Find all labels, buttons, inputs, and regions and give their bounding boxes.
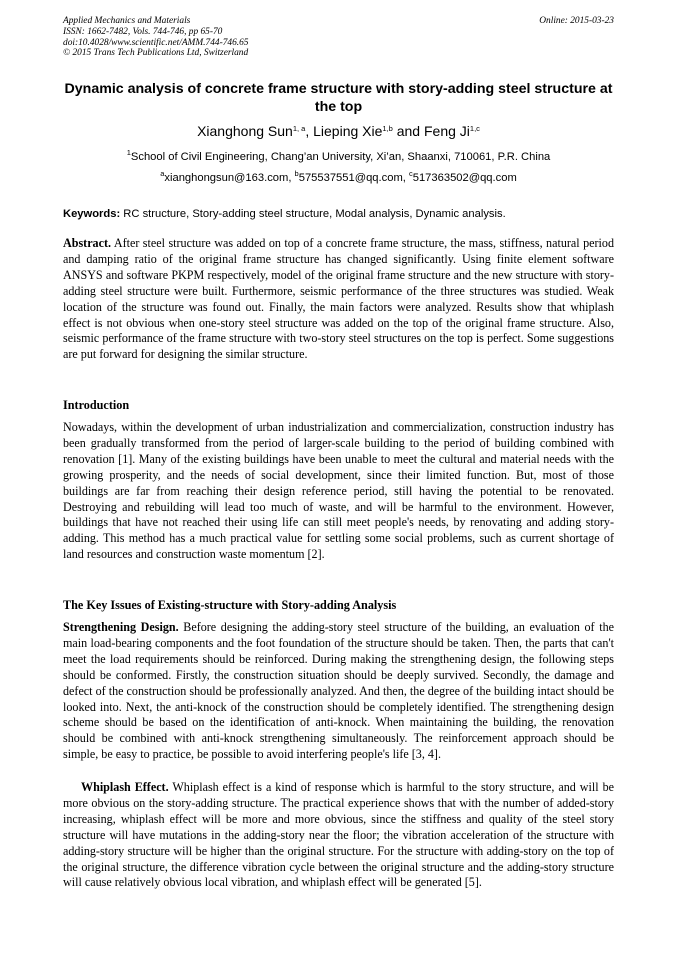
author-list: [63, 122, 614, 140]
author-separator: ,: [305, 123, 314, 139]
journal-header: [63, 16, 614, 59]
affiliation-text: School of Civil Engineering, Chang’an University, Xi’an, Shaanxi, 710061, P.R. China: [130, 151, 551, 163]
run-in-heading: Whiplash Effect.: [81, 780, 169, 794]
paper-title: Dynamic analysis of concrete frame structure with story-adding steel structure at the top: [64, 81, 613, 115]
copyright-line: © 2015 Trans Tech Publications Ltd, Switzerland: [63, 48, 249, 59]
email-address: xianghongsun@163.com,: [164, 172, 295, 184]
issn-line: ISSN: 1662-7482, Vols. 744-746, pp 65-70: [63, 26, 223, 37]
section-heading-introduction: Introduction: [63, 398, 130, 412]
affiliation-sup: 1: [126, 148, 131, 157]
affiliation: [63, 150, 614, 164]
email-sup: a: [160, 169, 165, 178]
author-name: Lieping Xie: [313, 123, 383, 139]
email-sup: b: [294, 169, 299, 178]
author-and: and: [392, 123, 424, 139]
keywords-text: RC structure, Story-adding steel structure, Modal analysis, Dynamic analysis.: [120, 208, 506, 220]
whiplash-effect-paragraph: [63, 780, 614, 891]
keywords-label: Keywords:: [63, 208, 121, 220]
section-heading-key-issues: The Key Issues of Existing-structure with Story-adding Analysis: [63, 598, 397, 612]
doi-line: doi:10.4028/www.scientific.net/AMM.744-746.65: [63, 37, 249, 48]
keywords: [63, 207, 614, 221]
email-list: [63, 171, 614, 185]
author-sup: 1,c: [469, 124, 480, 133]
paragraph-text: Before designing the adding-story steel structure of the building, an evaluation of the main load-bearing components and the foot foundation of the structure should be taken. Then, the parts that can't meet the load requirements should be reinforced. During making the strengthening design, the following steps should be conformed. Firstly, the construction situation should be deeply survived. Secondly, the damage and defect of the construction should be professionally analyzed. And then, the degree of the building intact should be looked into. Next, the anti-knock of the construction should be completely identified. The strengthening design scheme should be based on the identification of anti-knock. When maintaining the building, the renovation should be combined with anti-knock strengthening simultaneously. The reinforcement approach should be simple, be easy to practice, be possible to avoid interfering people's life [3, 4].: [63, 620, 614, 762]
run-in-heading: Strengthening Design.: [63, 620, 179, 634]
paragraph-text: Whiplash effect is a kind of response which is harmful to the story structure, and will be more obvious on the story-adding structure. The practical experience shows that with the number of added-story increasing, whiplash effect will be more and more obvious, since the stiffness and quality of the steel story structure will have mutations in the adding-story near the floor; the vibration acceleration of the structure with adding-story structure will be higher than the original structure. For the structure with adding-story on the top of the original structure, the difference vibration cycle between the original structure and the adding-story structure will cause relatively obvious local vibration, and whiplash effect will be generated [5].: [63, 780, 614, 890]
strengthening-design-paragraph: [63, 620, 614, 763]
email-address: 517363502@qq.com: [412, 172, 517, 184]
author-name: Feng Ji: [423, 123, 470, 139]
abstract: [63, 236, 614, 363]
author-sup: 1,b: [382, 124, 393, 133]
author-name: Xianghong Sun: [197, 123, 293, 139]
abstract-text: After steel structure was added on top of a concrete frame structure, the mass, stiffness, natural period and damping ratio of the original frame structure has changed significantly. Using finite element software ANSYS and software PKPM respectively, model of the original frame structure and the new structure with story-adding steel structure were built. Furthermore, seismic performance of the three structures was studied. Weak location of the structure was found out. Finally, the main factors were analyzed. Results show that whiplash effect is not obvious when one-story steel structure was added on the top of the original frame structure. Also, seismic performance of the frame structure with two-story steel structures on the top is perfect. Some suggestions are put forward for designing the similar structure.: [63, 236, 614, 362]
email-sup: c: [408, 169, 413, 178]
author-sup: 1, a: [292, 124, 306, 133]
introduction-paragraph: Nowadays, within the development of urban industrialization and commercialization, construction industry has been gradually transformed from the period of larger-scale building to the period of building combined with renovation [1]. Many of the existing buildings have been unable to meet the cultural and material needs with the growing prosperity, and the needs of social development, since their limited function. But, most of those buildings are far from reaching their design reference period, still having the potential to be renovated. Destroying and rebuilding will lead too much of waste, and will be harmful to the environment. However, buildings that have not reached their using life can still meet people's needs, by renovating and adding story-adding. This method has a much practical value for settling some social problems, such as current shortage of land resources and construction waste momentum [2].: [63, 420, 614, 562]
journal-name: Applied Mechanics and Materials: [63, 16, 191, 26]
email-address: 575537551@qq.com,: [298, 172, 409, 184]
online-date: Online: 2015-03-23: [539, 16, 614, 26]
abstract-label: Abstract.: [63, 236, 112, 250]
